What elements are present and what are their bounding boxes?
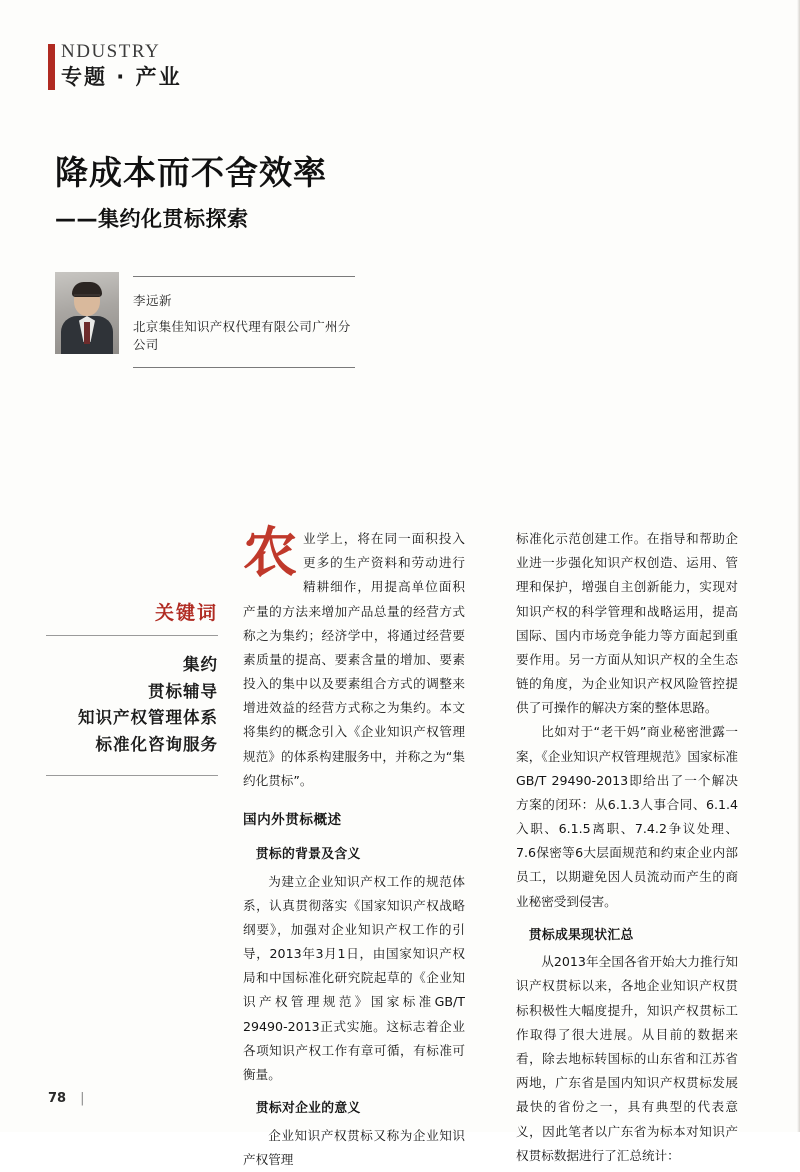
- author-organization: 北京集佳知识产权代理有限公司广州分公司: [133, 319, 351, 352]
- avatar: [55, 272, 119, 354]
- header-chinese-label: 专题 · 产业: [61, 65, 182, 89]
- keyword-item-2: 知识产权管理体系: [78, 708, 218, 728]
- lead-paragraph-text: 业学上，将在同一面积投入更多的生产资料和劳动进行精耕细作，用提高单位面积产量的方法来增加产品总量的经营方式称之为集约；经济学中，将通过经营要素质量的提高、要素含量的增加、要素投入的集中以及要素组合方式的调整来增进效益的经营方式称之为集约。本文将集约的概念引入《企业知识产权管理规范》的体系构建服务中，并称之为“集约化贯标”。: [243, 531, 465, 788]
- paragraph-results: 从2013年全国各省开始大力推行知识产权贯标以来，各地企业知识产权贯标积极性大幅度提升，知识产权贯标工作取得了很大进展。从目前的数据来看，除去地标转国标的山东省和江苏省两地，广东省是国内知识产权贯标发展最快的省份之一，具有典型的代表意义，因此笔者以广东省为标本对知识产权贯标数据进行了汇总统计：: [516, 954, 738, 1163]
- paragraph-significance: 企业知识产权贯标又称为企业知识产权管理: [243, 1127, 465, 1167]
- paragraph-case-example: 比如对于“老干妈”商业秘密泄露一案，《企业知识产权管理规范》国家标准GB/T 29490-2013即给出了一个解决方案的闭环：从6.1.3人事合同、6.1.4入职、6.1.5离职、7.4.2争议处理、7.6保密等6大层面规范和约束企业内部员工，以期避免因人员流动而产生的商业秘密受到侵害。: [516, 724, 738, 909]
- body-column-left: [243, 520, 465, 1172]
- paragraph-background: 为建立企业知识产权工作的规范体系，认真贯彻落实《国家知识产权战略纲要》，加强对企业知识产权工作的引导，2013年3月1日，由国家知识产权局和中国标准化研究院起草的《企业知识产权管理规范》国家标准GB/T 29490-2013正式实施。这标志着企业各项知识产权工作有章可循，有标准可衡量。: [243, 873, 465, 1082]
- author-name: 李远新: [133, 293, 173, 308]
- keywords-title: 关键词: [154, 602, 218, 624]
- divider-top: [133, 276, 355, 277]
- lead-paragraph: [243, 520, 465, 793]
- keywords-divider-top: [46, 635, 218, 636]
- keyword-item-0: 集约: [183, 655, 218, 674]
- section-heading-overview: 国内外贯标概述: [243, 811, 342, 828]
- section-header: [48, 42, 182, 90]
- sub-heading-results: 贯标成果现状汇总: [528, 927, 634, 943]
- keyword-item-3: 标准化咨询服务: [95, 735, 218, 755]
- paragraph-continuation: 标准化示范创建工作。在指导和帮助企业进一步强化知识产权创造、运用、管理和保护，增强自主创新能力，实现对知识产权的科学管理和战略运用，提高国际、国内市场竞争能力等方面起到重要作用。另一方面从知识产权的全生态链的角度，为企业知识产权风险管控提供了可操作的解决方案的整体思路。: [516, 531, 738, 716]
- portrait-tie: [84, 322, 90, 344]
- sub-heading-background: 贯标的背景及含义: [255, 846, 361, 862]
- page-footer: [48, 1091, 84, 1106]
- footer-separator: |: [80, 1091, 85, 1106]
- keywords-divider-bottom: [46, 775, 218, 776]
- author-details: [133, 276, 355, 368]
- keyword-item-1: 贯标辅导: [148, 681, 218, 701]
- header-accent-bar: [48, 44, 55, 90]
- keywords-block: [46, 598, 218, 776]
- page-subtitle: ——集约化贯标探索: [55, 207, 249, 232]
- page-number: 78: [48, 1091, 67, 1106]
- header-english-label: NDUSTRY: [61, 41, 161, 62]
- portrait-glasses: [74, 294, 100, 303]
- header-text-group: [61, 42, 182, 89]
- page-title: 降成本而不舍效率: [55, 153, 327, 192]
- article-title-block: [55, 152, 615, 233]
- body-column-right: [516, 527, 738, 1168]
- sub-heading-significance: 贯标对企业的意义: [255, 1101, 361, 1117]
- drop-cap: 农: [243, 520, 297, 584]
- divider-bottom: [133, 367, 355, 368]
